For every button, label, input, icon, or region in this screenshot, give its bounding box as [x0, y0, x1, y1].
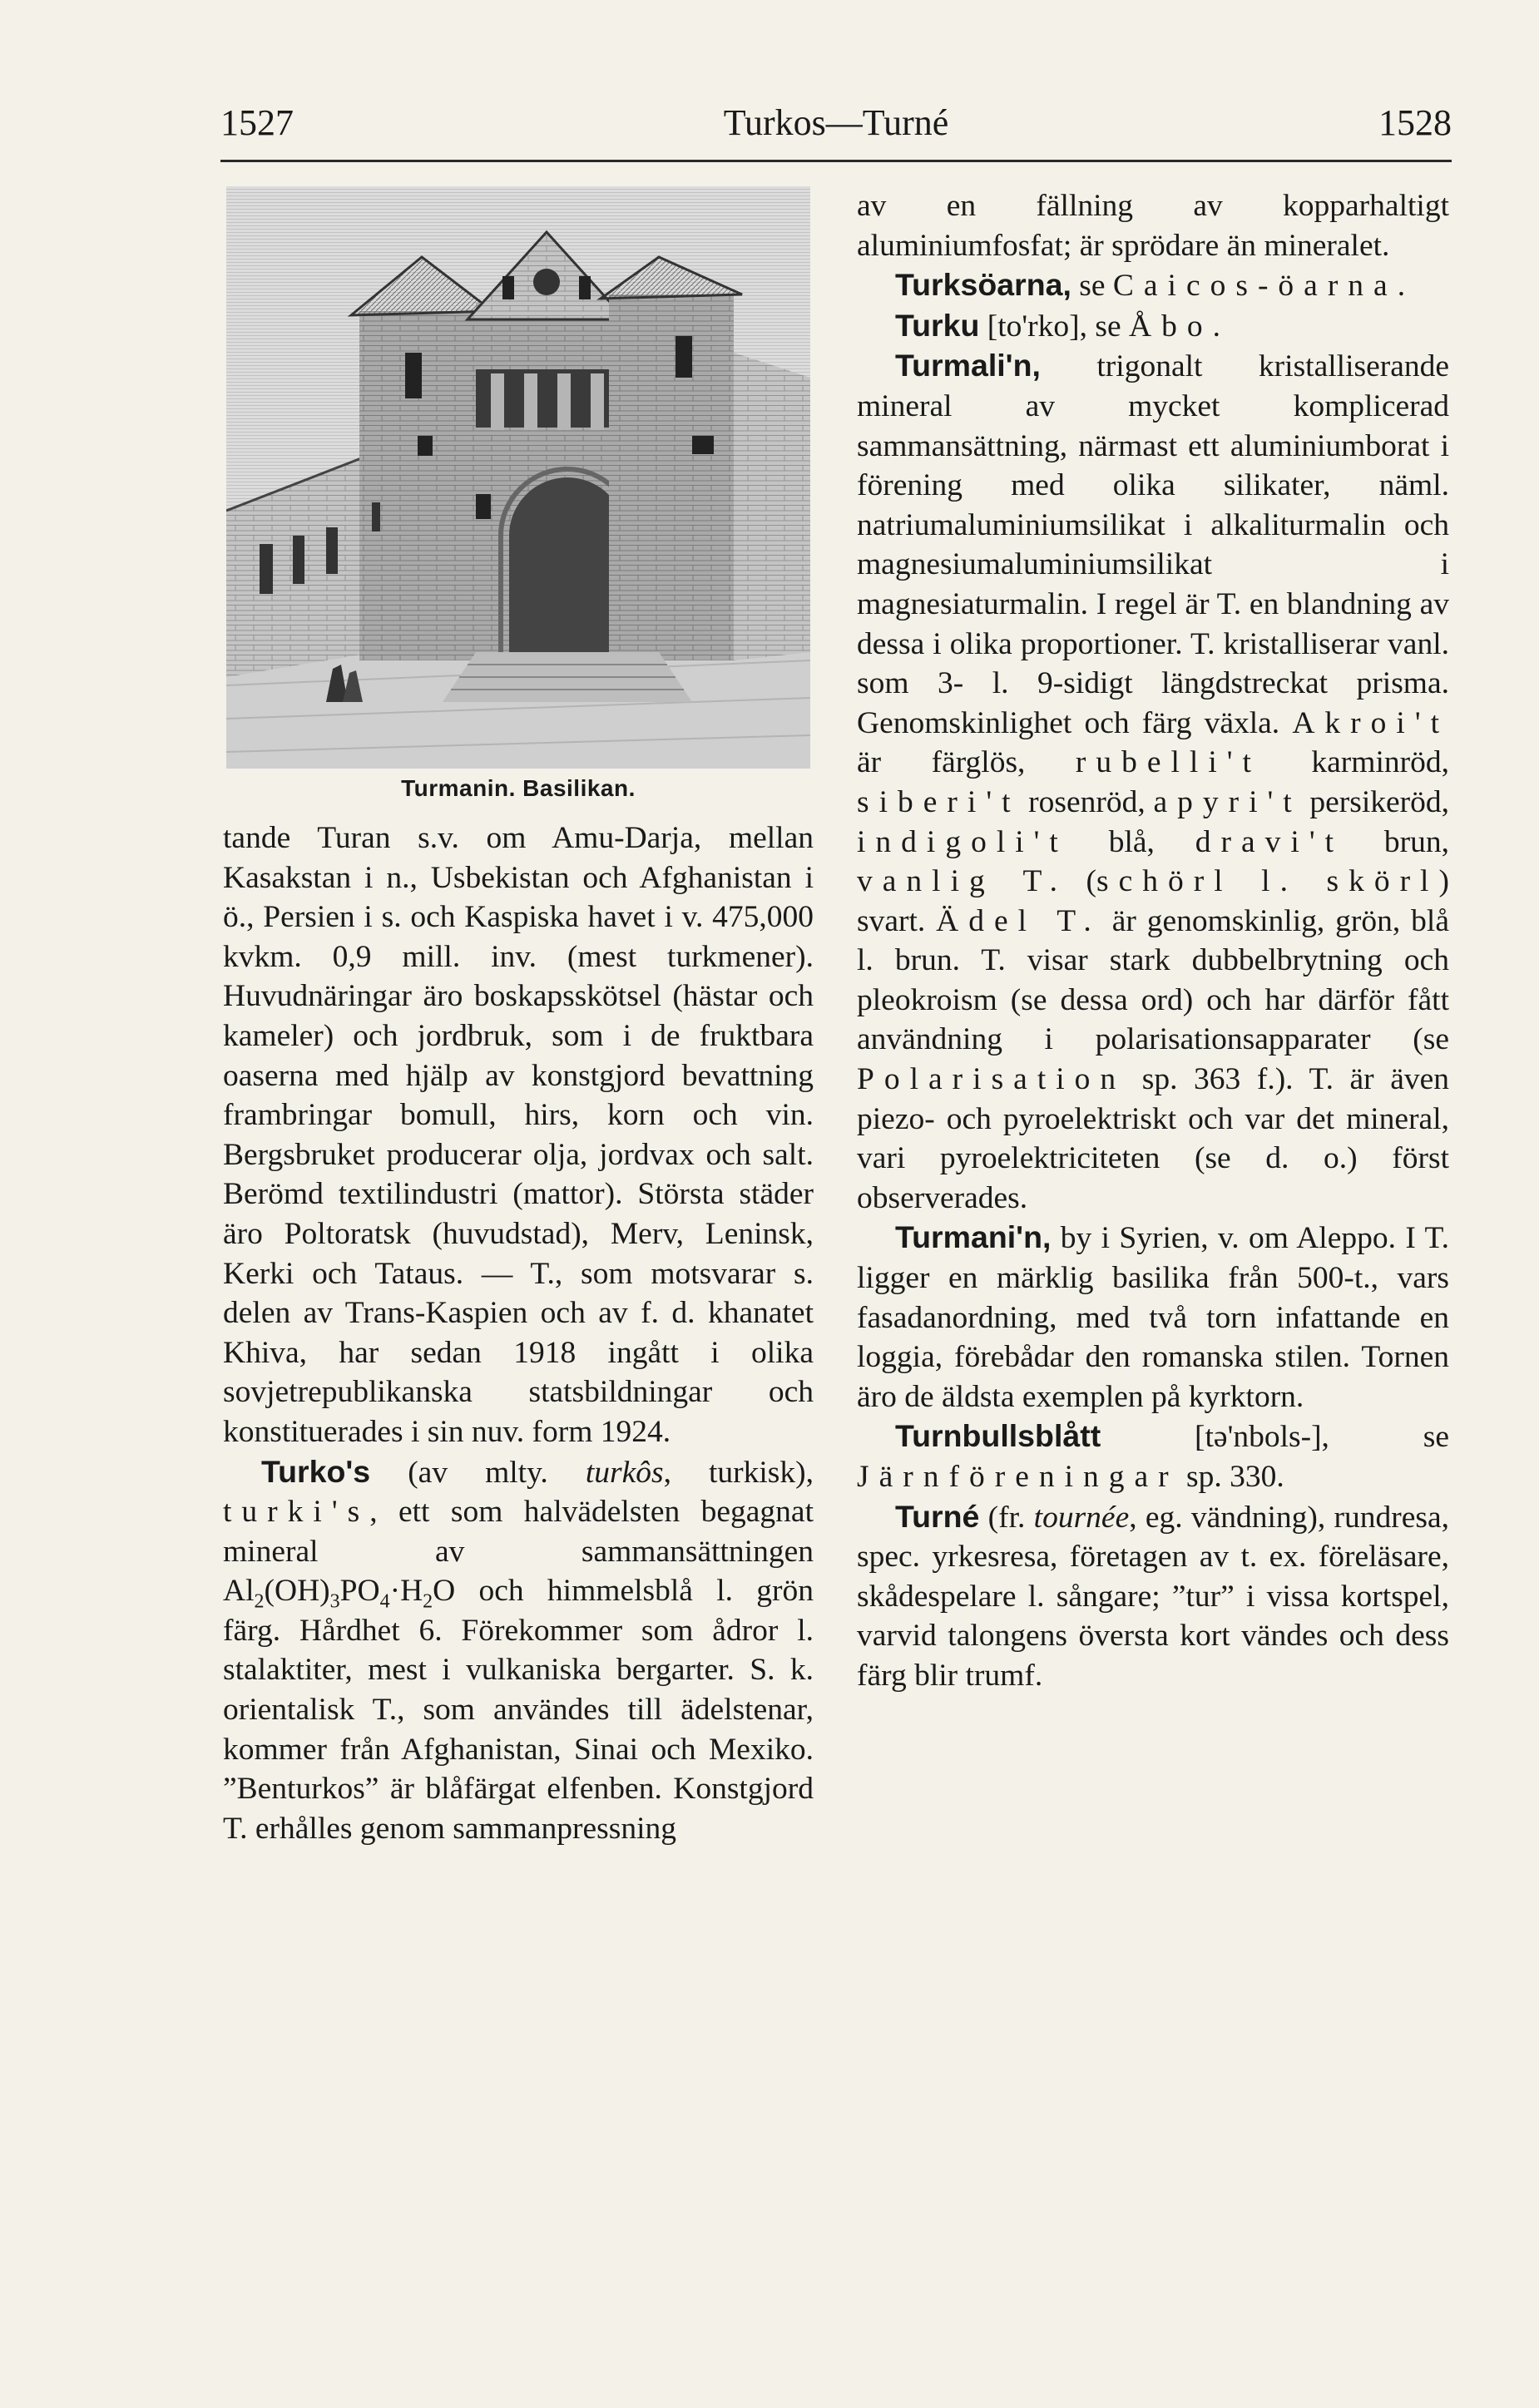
headword-turkos: Turko's — [261, 1453, 371, 1489]
cross-reference: Åbo — [1129, 309, 1213, 344]
basilica-illustration — [226, 186, 810, 769]
cross-reference: Järnföreningar — [857, 1460, 1179, 1494]
headword-turmalin: Turmali'n, — [895, 348, 1041, 383]
headword-turku: Turku — [895, 307, 980, 343]
entry-turkos: Turko's (av mlty. turkôs, turkisk), turki's, ett som halvädelsten begagnat mineral av sammansättningen $Al_2(OH)_3PO_4\cdot H_2O$ och himmelsblå l. grön färg. Hårdhet 6. Förekommer som ådror l. stalaktiter, mest i vulkaniska bergarter. S. k. orientalisk T., som användes till ädelstenar, kommer från Afghanistan, Sinai och Mexiko. ”Benturkos” är blåfärgat elfenben. Konstgjord T. erhålles genom sammanpressning — [223, 1453, 814, 1846]
headword-turnbullsblatt: Turnbullsblått — [895, 1418, 1101, 1454]
cross-reference: Polarisation — [857, 1062, 1126, 1097]
entry-turnbullsblatt: Turnbullsblått [tə'nbols-], se Järnföreningar sp. 330. — [857, 1418, 1449, 1494]
entry-turkmenistan-continued: tande Turan s.v. om Amu-Darja, mellan Kasakstan i n., Usbekistan och Afghanistan i ö., Persien i s. och Kaspiska havet i v. 475,000 kvkm. 0,9 mill. inv. (mest turkmener). Huvudnäringar äro boskapsskötsel (hästar och kameler) och jordbruk, som i de fruktbara oaserna med hjälp av konstgjord bevattning frambringar bomull, hirs, korn och vin. Bergsbruket producerar olja, jordvax och salt. Berömd textilindustri (mattor). Största städer äro Poltoratsk (huvudstad), Merv, Leninsk, Kerki och Tataus. — T., som motsvarar s. delen av Trans-Kaspien och av f. d. khanatet Khiva, har sedan 1918 ingått i olika sovjetrepublikanska statsbildningar och konstituerades i sin nuv. form 1924. — [223, 821, 814, 1449]
right-column — [857, 186, 1449, 1696]
running-title: Turkos—Turné — [723, 102, 949, 143]
headword-turksoarna: Turksöarna, — [895, 267, 1071, 303]
page-header — [220, 98, 1452, 156]
right-page-number: 1528 — [1378, 102, 1452, 143]
header-rule — [220, 160, 1452, 162]
figure-caption: Turmanin. Basilikan. — [401, 775, 636, 801]
left-column — [223, 186, 814, 1848]
cross-reference: Caicos-öarna — [1112, 269, 1398, 304]
entry-turne: Turné (fr. tournée, eg. vändning), rundresa, spec. yrkesresa, företagen av t. ex. föreläsare, skådespelare l. sångare; ”tur” i vissa kortspel, varvid talongens översta kort vändes och dess färg blir trumf. — [857, 1498, 1449, 1693]
headword-turmanin: Turmani'n, — [895, 1219, 1052, 1255]
left-page-number: 1527 — [220, 102, 294, 143]
entry-turmanin: Turmani'n, by i Syrien, v. om Aleppo. I T. ligger en märklig basilika från 500-t., vars fasadanordning, med två torn infattande en loggia, förebådar den romanska stilen. Tornen äro de äldsta exemplen på kyrktorn. — [857, 1219, 1449, 1414]
entry-turmalin: Turmali'n, trigonalt kristalliserande mineral av mycket komplicerad sammansättning, närmast ett aluminiumborat i förening med olika silikater, näml. natriumaluminiumsilikat i alkaliturmalin och magnesiumaluminiumsilikat i magnesiaturmalin. I regel är T. en blandning av dessa i olika proportioner. T. kristalliserar vanl. som 3- l. 9-sidigt längdstreckat prisma. Genomskinlighet och färg växla. Akroi't är färglös, rubelli't karminröd, siberi't rosenröd, apyri't persikeröd, indigoli't blå, dravi't brun, vanlig T. (schörl l. skörl) svart. Ädel T. är genomskinlig, grön, blå l. brun. T. visar stark dubbelbrytning och pleokroism (se dessa ord) och har därför fått användning i polarisationsapparater (se Polarisation sp. 363 f.). T. är även piezo- och pyroelektriskt och var det mineral, vari pyroelektriciteten (se d. o.) först observerades. — [857, 348, 1449, 1215]
entry-turkos-continued: av en fällning av kopparhaltigt aluminiumfosfat; är sprödare än mineralet. — [857, 189, 1449, 263]
entry-turksoarna: Turksöarna, se Caicos-öarna. — [895, 267, 1406, 304]
entry-turku: Turku [to'rko], se Åbo. — [895, 307, 1220, 344]
headword-turne: Turné — [895, 1498, 980, 1534]
figure-turmanin-basilica — [223, 186, 814, 818]
